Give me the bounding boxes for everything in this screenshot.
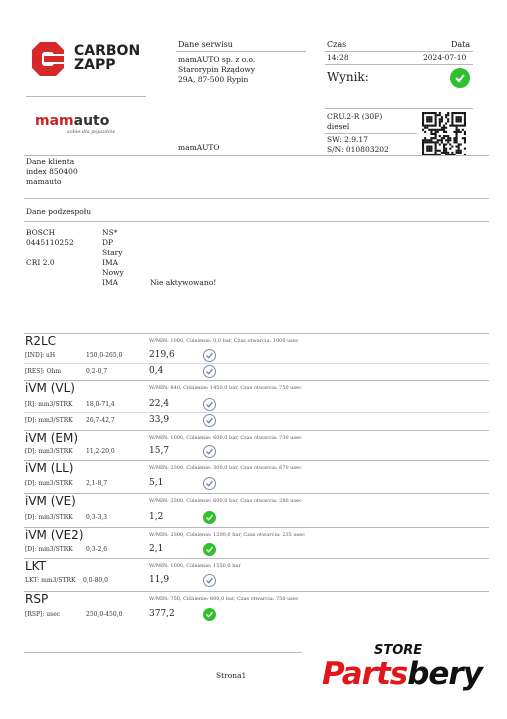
test-title: iVM (EM) (25, 431, 79, 445)
test-row-value: 5,1 (149, 478, 164, 488)
test-row-label: [D]: mm3/STRK (25, 480, 73, 487)
ok-status-icon (203, 608, 216, 621)
test-spec: W/MIN: 2300, Ciśnienie: 1200,0 bar, Czas otwarcia: 235 usec (149, 532, 305, 538)
watermark-brand-a: Parts (322, 656, 408, 692)
test-row-value: 219,6 (149, 350, 175, 360)
test-title: iVM (LL) (25, 461, 74, 475)
component-title: Dane podzespołu (26, 207, 92, 216)
component-ima1: IMA (102, 258, 119, 267)
time-value: 14:28 (327, 53, 349, 62)
test-title: iVM (VL) (25, 381, 75, 395)
ok-status-icon (203, 543, 216, 556)
test-title: RSP (25, 592, 49, 606)
mamauto-logo (35, 113, 135, 139)
carbon-logo-icon (30, 40, 70, 78)
mam-tagline: sobie dla pojazdów (67, 129, 116, 135)
time-label: Czas (327, 40, 347, 49)
test-row-range: 0,3-2,6 (86, 546, 108, 553)
device-model: CRU.2-R (30F) (327, 112, 383, 121)
test-row-value: 15,7 (149, 446, 170, 456)
test-title: iVM (VE2) (25, 528, 84, 542)
test-row-value: 1,2 (149, 512, 164, 522)
check-status-icon (203, 349, 216, 362)
result-ok-icon (450, 68, 470, 88)
component-ns: NS* (102, 228, 118, 237)
client-name: mamauto (26, 177, 62, 186)
component-dp: DP (102, 238, 114, 247)
test-row-value: 2,1 (149, 544, 164, 554)
test-row-range: 26,7-42,7 (86, 417, 115, 424)
device-fuel: diesel (327, 122, 350, 131)
test-row-label: [RSP]: usec (25, 611, 61, 618)
qr-code-icon (422, 112, 466, 156)
partsbery-watermark (318, 640, 488, 698)
test-row-label: [D]: mm3/STRK (25, 514, 73, 521)
test-spec: W/MIN: 840, Ciśnienie: 1450,0 bar, Czas otwarcia: 750 usec (149, 385, 302, 391)
test-row-value: 33,9 (149, 415, 170, 425)
service-label: Dane serwisu (178, 40, 233, 49)
svg-text:Partsbery (322, 656, 485, 692)
component-number: 0445110252 (26, 238, 74, 247)
result-label: Wynik: (327, 70, 369, 84)
check-status-icon (203, 414, 216, 427)
date-value: 2024-07-10 (423, 53, 467, 62)
watermark-brand-b: bery (407, 656, 482, 692)
test-spec: W/MIN: 1000, Ciśnienie: 1550,0 bar (149, 563, 241, 569)
date-label: Data (451, 40, 471, 49)
test-row-label: LKT: mm3/STRK (25, 577, 76, 584)
test-row-range: 0,2-0,7 (86, 368, 108, 375)
service-workshop: mamAUTO (178, 143, 220, 152)
service-city: 29A, 87-500 Rypin (178, 75, 249, 84)
client-title: Dane klienta (26, 157, 75, 166)
service-street: Starorypin Rządowy (178, 65, 256, 74)
page-number: Strona1 (216, 671, 247, 680)
test-row-value: 0,4 (149, 366, 164, 376)
test-row-label: [D]: mm3/STRK (25, 546, 73, 553)
check-status-icon (203, 445, 216, 458)
test-row-label: [D]: mm3/STRK (25, 417, 73, 424)
test-row-range: 0,0-80,0 (83, 577, 108, 584)
brand-line2: ZAPP (74, 57, 116, 73)
component-nowy: Nowy (102, 268, 124, 277)
test-title: iVM (VE) (25, 494, 76, 508)
component-status: Nie aktywowano! (150, 278, 217, 287)
device-sw: SW: 2.9.17 (327, 135, 368, 144)
check-status-icon (203, 398, 216, 411)
brand-line1: CARBON (74, 43, 141, 59)
test-spec: W/MIN: 2300, Ciśnienie: 600,0 bar, Czas otwarcia: 280 usec (149, 498, 302, 504)
test-title: LKT (25, 559, 46, 573)
service-company: mamAUTO sp. z o.o. (178, 55, 256, 64)
test-row-range: 11,2-20,0 (86, 448, 115, 455)
component-brand: BOSCH (26, 228, 56, 237)
test-row-value: 22,4 (149, 399, 170, 409)
test-row-value: 11,9 (149, 575, 170, 585)
test-row-label: [IND]: uH (25, 352, 56, 359)
mam-word-b: auto (73, 113, 110, 129)
test-row-range: 0,3-3,3 (86, 514, 108, 521)
test-spec: W/MIN: 2300, Ciśnienie: 300,0 bar, Czas otwarcia: 670 usec (149, 465, 302, 471)
test-title: R2LC (25, 334, 57, 348)
watermark-store: STORE (374, 643, 423, 658)
test-row-range: 150,0-265,0 (86, 352, 123, 359)
test-spec: W/MIN: 1000, Ciśnienie: 600,0 bar, Czas otwarcia: 730 usec (149, 435, 302, 441)
component-ima2: IMA (102, 278, 119, 287)
test-row-range: 18,0-71,4 (86, 401, 115, 408)
device-sn: S/N: 010803202 (327, 145, 389, 154)
test-row-range: 250,0-450,0 (86, 611, 123, 618)
ok-status-icon (203, 511, 216, 524)
test-spec: W/MIN: 1000, Ciśnienie: 0,0 bar, Czas otwarcia: 1000 usec (149, 338, 299, 344)
test-row-value: 377,2 (149, 609, 175, 619)
check-status-icon (203, 477, 216, 490)
test-row-label: [R]: mm3/STRK (25, 401, 73, 408)
test-row-range: 2,1-8,7 (86, 480, 108, 487)
mam-word-a: mam (35, 113, 74, 129)
test-row-label: [RES]: Ohm (25, 368, 62, 375)
component-stary: Stary (102, 248, 123, 257)
check-status-icon (203, 574, 216, 587)
client-index: index 850400 (26, 167, 78, 176)
component-type: CRI 2.0 (26, 258, 55, 267)
test-spec: W/MIN: 750, Ciśnienie: 800,0 bar, Czas otwarcia: 750 usec (149, 596, 299, 602)
carbon-zapp-logo (30, 40, 140, 78)
check-status-icon (203, 365, 216, 378)
test-row-label: [D]: mm3/STRK (25, 448, 73, 455)
